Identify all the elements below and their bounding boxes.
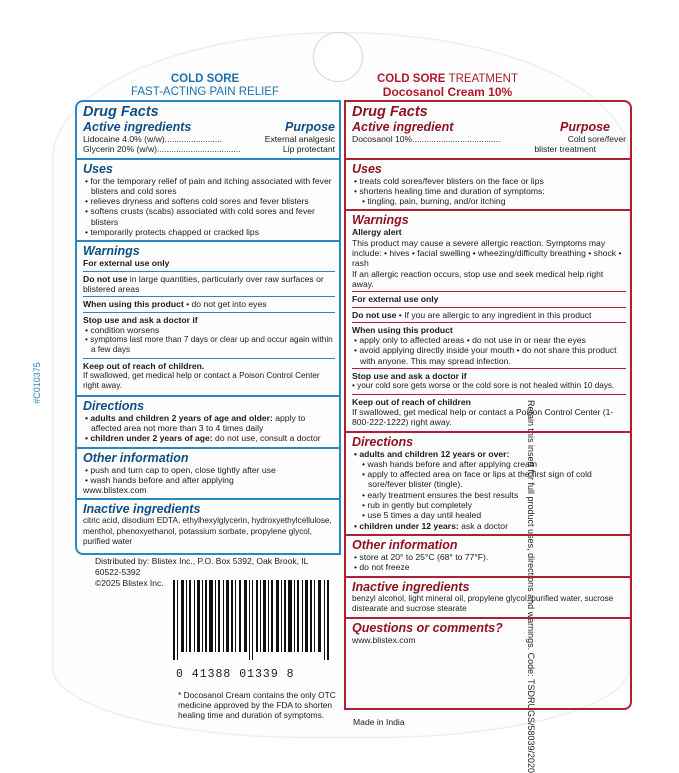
right-dir-item: • apply to affected area on face or lips at the first sign of cold sore/fever blister (tingle). (362, 469, 592, 490)
right-use-item: • treats cold sores/fever blisters on the face or lips (354, 175, 544, 186)
left-keep-out: Keep out of reach of children. (83, 360, 205, 371)
right-website-link[interactable]: www.blistex.com (352, 635, 416, 646)
left-header-line2: FAST-ACTING PAIN RELIEF (130, 86, 280, 98)
left-inactive-text: citric acid, disodium EDTA, ethylhexylglycerin, hydroxyethylcellulose, menthol, phenoxyethanol, potassium sorbate, propylene glycol, purified water (83, 516, 332, 547)
left-use-item: • relieves dryness and softens cold sores and fever blisters (85, 196, 309, 207)
right-dir-item: • rub in gently but completely (362, 500, 473, 511)
left-purpose-label: Purpose (284, 120, 335, 134)
right-active-section (346, 102, 630, 160)
right-keep-out: Keep out of reach of children (352, 396, 471, 407)
left-do-not-use-text: in large quantities, particularly over raw surfaces or blistered areas (83, 273, 324, 294)
distributor-line: Distributed by: Blistex Inc., P.O. Box 5392, Oak Brook, IL 60522-5392 (95, 556, 309, 577)
left-other-item: • push and turn cap to open, close tightly after use (85, 464, 276, 475)
left-ext-use: For external use only (83, 258, 170, 269)
left-use-item: • softens crusts (scabs) associated with cold sores and fever blisters (85, 206, 315, 227)
right-questions-section (346, 619, 630, 648)
left-other-section (77, 449, 339, 501)
left-active-1: Lidocaine 4.0% (w/w)........................ (83, 134, 222, 144)
right-purpose-label: Purpose (559, 120, 610, 134)
left-drug-facts-title: Drug Facts (83, 104, 159, 120)
right-allergy-title: Allergy alert (352, 227, 402, 238)
left-dir2-text: do not use, consult a doctor (212, 433, 321, 444)
right-stop-text: • your cold sore gets worse or the cold sore is not healed within 10 days. (352, 381, 615, 391)
left-do-not-use-label: Do not use (83, 273, 128, 284)
right-other-item: • do not freeze (354, 562, 410, 573)
right-when-item: • avoid applying directly inside your mouth • do not share this product with anyone. This may spread infection. (354, 345, 617, 366)
right-use-item: • shortens healing time and duration of symptoms: (354, 185, 545, 196)
left-when-using-text: • do not get into eyes (183, 299, 267, 310)
right-stop-use: Stop use and ask a doctor if (352, 371, 467, 382)
right-questions-title: Questions or comments? (352, 621, 503, 636)
right-inactive-text: benzyl alcohol, light mineral oil, propylene glycol, purified water, sucrose distearate and sucrose stearate (352, 593, 614, 613)
right-inactive-section (346, 578, 630, 620)
left-drug-facts-panel (75, 100, 341, 555)
right-header-line1a: COLD SORE (377, 73, 446, 85)
left-warnings-title: Warnings (83, 244, 140, 259)
left-header-line1: COLD SORE (170, 73, 240, 85)
right-dir-item: • use 5 times a day until healed (362, 510, 482, 521)
right-use-item: • tingling, pain, burning, and/or itching (362, 196, 506, 207)
left-active-label: Active ingredients (83, 120, 192, 134)
right-do-not-use-label: Do not use (352, 309, 397, 320)
made-in: Made in India (353, 717, 405, 727)
left-uses-title: Uses (83, 161, 113, 176)
left-dir1-text: apply to affected area not more than 3 to 4 times daily (91, 412, 306, 433)
left-directions-title: Directions (83, 398, 145, 413)
right-other-section (346, 536, 630, 578)
left-purpose-2: Lip protectant (282, 144, 335, 155)
right-dir-children-text: ask a doctor (458, 520, 508, 531)
right-dir-children-label: • children under 12 years: (354, 520, 459, 531)
right-drug-facts-title: Drug Facts (352, 104, 428, 120)
barcode-digits: 0 41388 01339 8 (176, 668, 295, 681)
left-uses-section (77, 160, 339, 243)
left-header (130, 73, 280, 99)
right-allergy-text: This product may cause a severe allergic reaction. Symptoms may include: • hives • facial swelling • wheezing/difficulty breathing • shock • rash (352, 237, 622, 269)
right-uses-section (346, 160, 630, 212)
right-active-label: Active ingredient (352, 120, 454, 134)
left-purpose-1: External analgesic (264, 134, 335, 144)
hang-hole (313, 32, 363, 82)
left-active-2: Glycerin 20% (w/w)................................... (83, 144, 241, 155)
left-keep-out-text: If swallowed, get medical help or contact a Poison Control Center right away. (83, 371, 320, 391)
right-directions-section (346, 433, 630, 536)
right-warnings-section (346, 211, 630, 432)
right-warnings-title: Warnings (352, 213, 409, 228)
right-directions-title: Directions (352, 434, 414, 449)
left-inactive-section (77, 500, 339, 550)
right-header-line2: Docosanol Cream 10% (382, 85, 513, 99)
left-stop-item: • condition worsens (85, 324, 160, 335)
right-do-not-use-text: • If you are allergic to any ingredient in this product (396, 309, 592, 320)
side-retain-text: Retain this insert for full product uses, directions and warnings. Code: TSDRUGS/58039/2020 (526, 400, 536, 773)
left-when-using-label: When using this product (83, 299, 184, 310)
left-other-title: Other information (83, 450, 189, 465)
right-allergy-text2: If an allergic reaction occurs, stop use and seek medical help right away. (352, 268, 604, 289)
right-dir-item: • wash hands before and after applying cream (362, 458, 537, 469)
barcode-graphic (173, 580, 331, 660)
left-use-item: • for the temporary relief of pain and itching associated with fever blisters and cold sores (85, 175, 332, 196)
left-directions-section (77, 397, 339, 449)
side-code: #C010375 (31, 362, 42, 404)
right-keep-out-text: If swallowed, get medical help or contact a Poison Control Center (1-800-222-1222) right away. (352, 406, 614, 428)
left-stop-use: Stop use and ask a doctor if (83, 314, 198, 325)
copyright-line: ©2025 Blistex Inc. (95, 578, 164, 588)
right-header-line1b: TREATMENT (448, 73, 518, 85)
right-uses-title: Uses (352, 161, 382, 176)
right-active-purpose2: blister treatment (534, 144, 596, 155)
left-warnings-section (77, 242, 339, 396)
left-inactive-title: Inactive ingredients (83, 502, 201, 517)
left-use-item: • temporarily protects chapped or cracked lips (85, 227, 260, 238)
left-dir2-label: • children under 2 years of age: (85, 433, 213, 444)
left-stop-item: • symptoms last more than 7 days or clear up and occur again within a few days (85, 335, 333, 355)
left-website-link[interactable]: www.blistex.com (83, 485, 147, 496)
right-inactive-title: Inactive ingredients (352, 579, 470, 594)
left-dir1-label: • adults and children 2 years of age and older: (85, 412, 273, 423)
right-ext-use: For external use only (352, 294, 439, 305)
docosanol-footnote: * Docosanol Cream contains the only OTC medicine approved by the FDA to shorten healing time and duration of symptoms. (178, 690, 336, 720)
left-active-section (77, 102, 339, 160)
right-when-item: • apply only to affected areas • do not use in or near the eyes (354, 335, 586, 346)
right-other-item: • store at 20° to 25°C (68° to 77°F). (354, 551, 489, 562)
right-other-title: Other information (352, 537, 458, 552)
right-active-name: Docosanol 10%..................................... (352, 134, 501, 144)
right-active-purpose1: Cold sore/fever (567, 134, 626, 144)
right-when-using-label: When using this product (352, 324, 453, 335)
right-dir-adults: • adults and children 12 years or over: (354, 448, 510, 459)
right-dir-item: • early treatment ensures the best results (362, 489, 519, 500)
left-other-item: • wash hands before and after applying (85, 474, 234, 485)
right-header (360, 73, 535, 99)
